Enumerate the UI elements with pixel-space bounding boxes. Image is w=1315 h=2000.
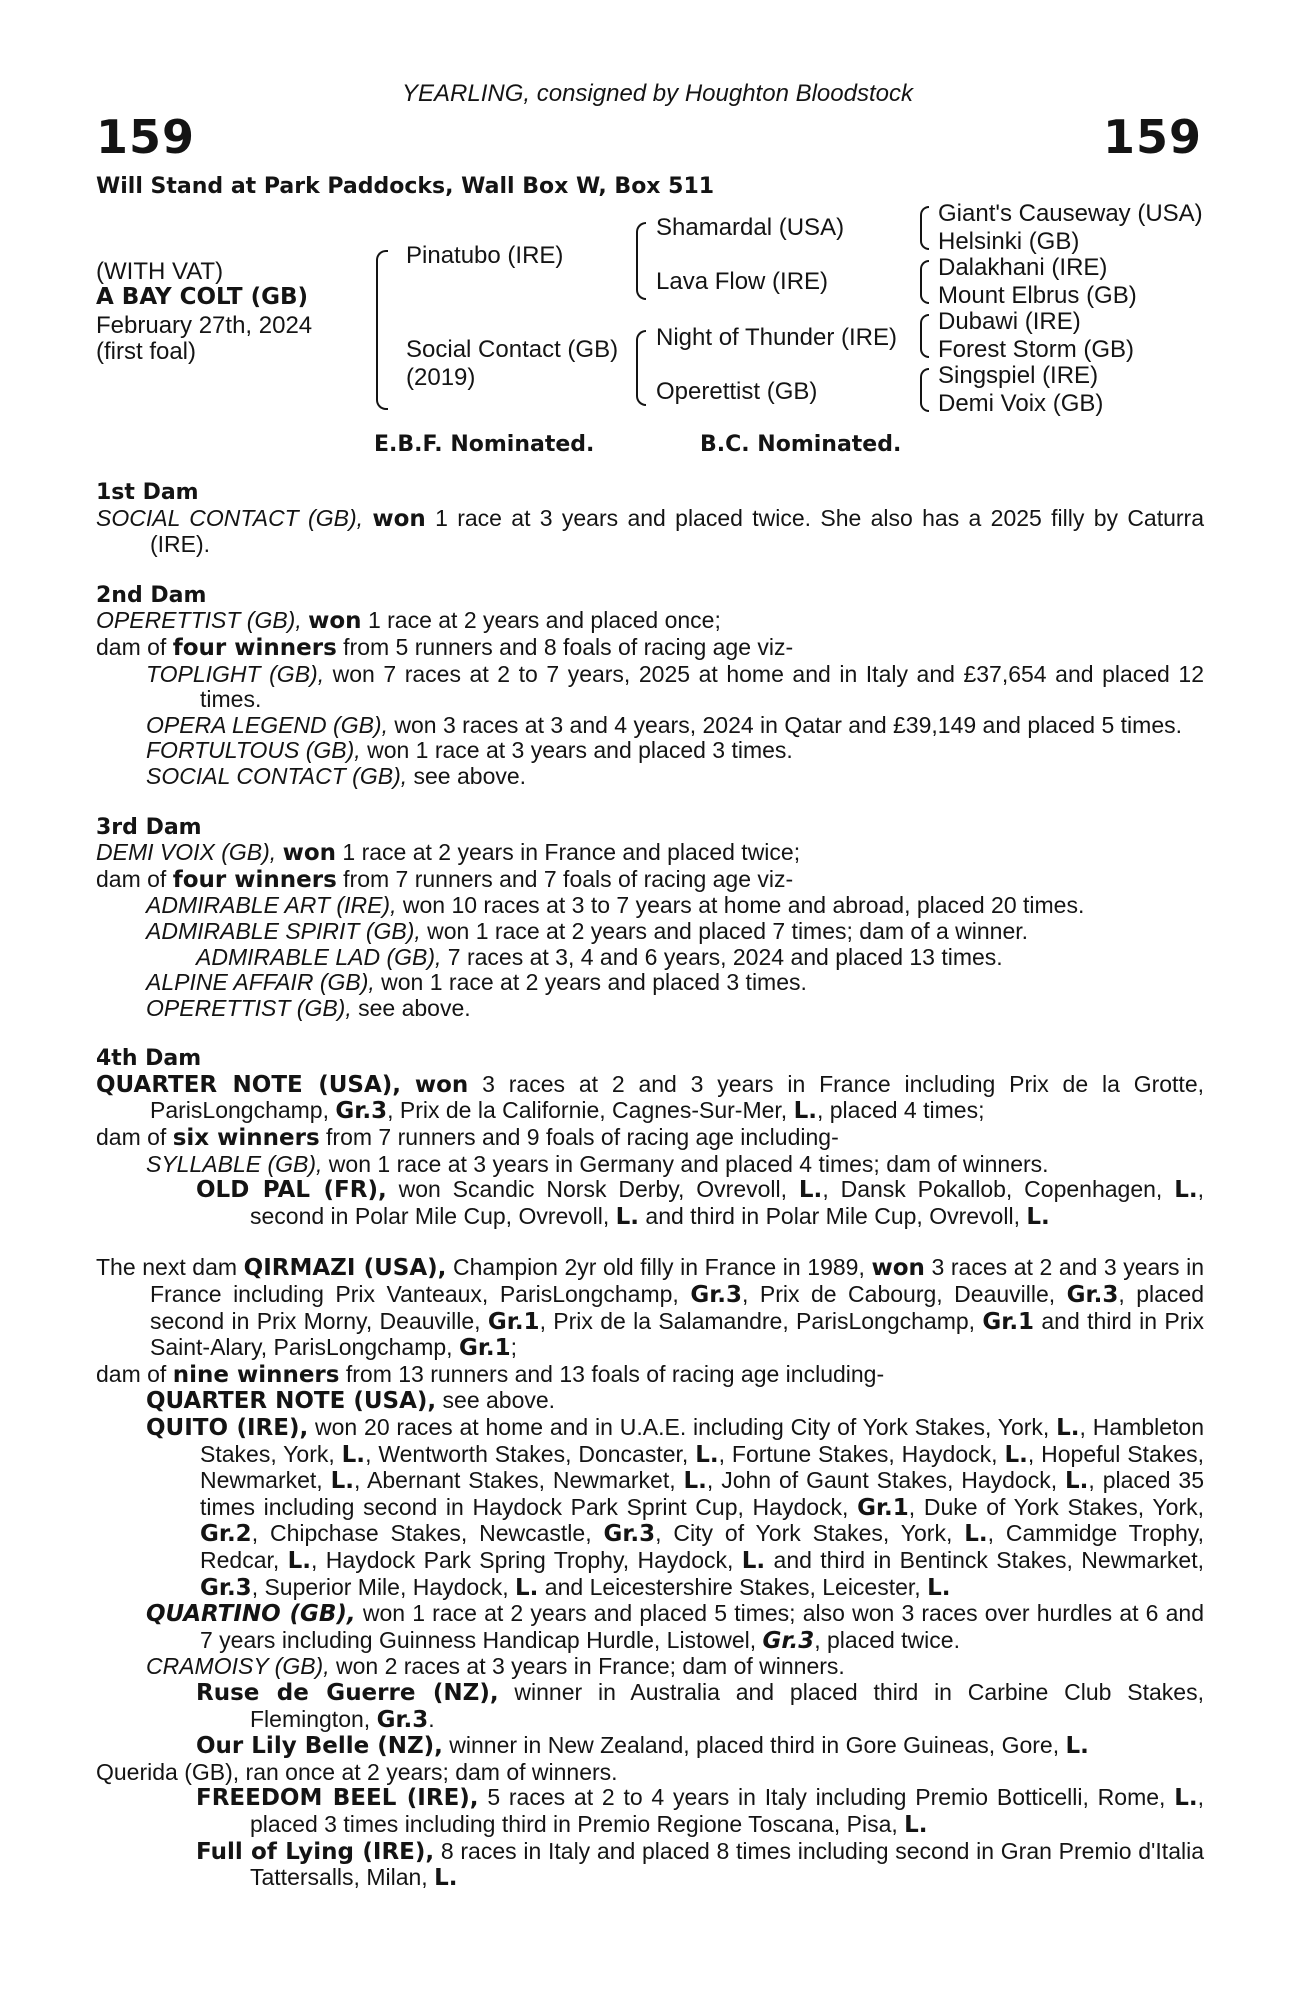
dam-of-line: dam of four winners from 7 runners and 7 foals of racing age viz-	[96, 865, 794, 893]
offspring-entry: OPERA LEGEND (GB), won 3 races at 3 and 4 years, 2024 in Qatar and £39,149 and placed 5 times.	[146, 711, 1183, 738]
dam-of-line: dam of four winners from 5 runners and 8 foals of racing age viz-	[96, 633, 794, 661]
grand-offspring-entry: Our Lily Belle (NZ), winner in New Zealand, placed third in Gore Guineas, Gore, L.	[196, 1732, 1089, 1760]
grand-offspring-entry: FREEDOM BEEL (IRE), 5 races at 2 to 4 years in Italy including Premio Botticelli, Rome, L., placed 3 times including third in Premio Regione Toscana, Pisa, L.	[196, 1784, 1204, 1838]
sire-sire: Shamardal (USA)	[656, 214, 845, 241]
sire-dam: Lava Flow (IRE)	[656, 268, 829, 295]
grand-offspring-entry: OLD PAL (FR), won Scandic Norsk Derby, Ovrevoll, L., Dansk Pokallob, Copenhagen, L., second in Polar Mile Cup, Ovrevoll, L. and third in Polar Mile Cup, Ovrevoll, L.	[196, 1176, 1204, 1230]
first-dam-section	[96, 480, 1204, 558]
section-title: 4th Dam	[96, 1046, 202, 1072]
pedigree-brace-sire	[636, 222, 646, 300]
subject-note: (first foal)	[96, 338, 197, 365]
offspring-entry: SYLLABLE (GB), won 1 race at 3 years in Germany and placed 4 times; dam of winners.	[146, 1150, 1049, 1177]
pedigree-brace-ds	[920, 314, 929, 358]
dd-sire: Singspiel (IRE)	[938, 362, 1099, 389]
sale-subtitle: YEARLING, consigned by Houghton Bloodstock	[402, 80, 913, 107]
offspring-entry: TOPLIGHT (GB), won 7 races at 2 to 7 years, 2025 at home and in Italy and £37,654 and placed 12 times.	[146, 660, 1204, 713]
pedigree-brace-sd	[920, 260, 929, 304]
sire-name: Pinatubo (IRE)	[406, 242, 564, 269]
section-title: 2nd Dam	[96, 582, 207, 608]
grand-offspring-entry: Full of Lying (IRE), 8 races in Italy and placed 8 times including second in Gran Premio d'Italia Tattersalls, Milan, L.	[196, 1837, 1205, 1892]
offspring-entry: QUARTINO (GB), won 1 race at 2 years and placed 5 times; also won 3 races over hurdles at 6 and 7 years including Guinness Handicap Hurdle, Listowel, Gr.3, placed twice.	[146, 1600, 1204, 1654]
offspring-entry: ADMIRABLE SPIRIT (GB), won 1 race at 2 years and placed 7 times; dam of a winner.	[146, 917, 1029, 944]
next-dam-section	[96, 1255, 1204, 1891]
ds-sire: Dubawi (IRE)	[938, 308, 1081, 335]
ss-sire: Giant's Causeway (USA)	[938, 200, 1203, 227]
sd-dam: Mount Elbrus (GB)	[938, 282, 1137, 309]
dam-sire: Night of Thunder (IRE)	[656, 324, 897, 351]
section-title: 1st Dam	[96, 480, 199, 505]
dam-year: (2019)	[406, 364, 476, 391]
pedigree-brace-dd	[920, 368, 929, 412]
ds-dam: Forest Storm (GB)	[938, 336, 1135, 363]
offspring-entry: FORTULTOUS (GB), won 1 race at 3 years and placed 3 times.	[146, 737, 793, 764]
dam-dam: Operettist (GB)	[656, 378, 818, 405]
pedigree-brace-ss	[920, 206, 929, 250]
grand-offspring-entry: ADMIRABLE LAD (GB), 7 races at 3, 4 and 6 years, 2024 and placed 13 times.	[196, 943, 1003, 970]
dam-name: Social Contact (GB)	[406, 336, 619, 363]
ss-dam: Helsinki (GB)	[938, 228, 1080, 255]
catalogue-body	[96, 480, 1204, 1917]
offspring-entry: ADMIRABLE ART (IRE), won 10 races at 3 to 7 years at home and abroad, placed 20 times.	[146, 892, 1085, 919]
offspring-entry: OPERETTIST (GB), see above.	[146, 994, 471, 1021]
lot-number-right: 159	[1102, 110, 1202, 164]
offspring-entry: QUITO (IRE), won 20 races at home and in U.A.E. including City of York Stakes, York, L., Hambleton Stakes, York, L., Wentworth Stakes, Doncaster, L., Fortune Stakes, Haydock, L., Hopeful Stakes, Newmarket, L., Abernant Stakes, Newmarket, L., John of Gaunt Stakes, Haydock, L., placed 35 times including second in Haydock Park Sprint Cup, Haydock, Gr.1, Duke of York Stakes, York, Gr.2, Chipchase Stakes, Newcastle, Gr.3, City of York Stakes, York, L., Cammidge Trophy, Redcar, L., Haydock Park Spring Trophy, Haydock, L. and third in Bentinck Stakes, Newmarket, Gr.3, Superior Mile, Haydock, L. and Leicestershire Stakes, Leicester, L.	[146, 1414, 1205, 1601]
dd-dam: Demi Voix (GB)	[938, 390, 1104, 417]
pedigree-brace-dam	[636, 330, 646, 406]
fourth-dam-section	[96, 1046, 1204, 1230]
dam-record: The next dam QIRMAZI (USA), Champion 2yr old filly in France in 1989, won 3 races at 2 and 3 years in France including Prix Vanteaux, ParisLongchamp, Gr.3, Prix de Cabourg, Deauville, Gr.3, placed second in Prix Morny, Deauville, Gr.1, Prix de la Salamandre, ParisLongchamp, Gr.1 and third in Prix Saint-Alary, ParisLongchamp, Gr.1;	[96, 1254, 1205, 1362]
stand-location: Will Stand at Park Paddocks, Wall Box W, Box 511	[96, 174, 715, 199]
dam-of-line: dam of six winners from 7 runners and 9 foals of racing age including-	[96, 1124, 839, 1152]
offspring-entry: Querida (GB), ran once at 2 years; dam of winners.	[96, 1758, 618, 1785]
section-title: 3rd Dam	[96, 814, 202, 840]
grand-offspring-entry: Ruse de Guerre (NZ), winner in Australia and placed third in Carbine Club Stakes, Flemington, Gr.3.	[196, 1678, 1204, 1733]
subject-name: A BAY COLT (GB)	[96, 284, 309, 310]
dam-record: QUARTER NOTE (USA), won 3 races at 2 and 3 years in France including Prix de la Grotte, ParisLongchamp, Gr.3, Prix de la Californie, Cagnes-Sur-Mer, L., placed 4 times;	[96, 1070, 1205, 1125]
vat-note: (WITH VAT)	[96, 258, 224, 285]
dam-record: OPERETTIST (GB), won 1 race at 2 years and placed once;	[96, 607, 721, 635]
dam-record: DEMI VOIX (GB), won 1 race at 2 years in France and placed twice;	[96, 839, 801, 867]
third-dam-section	[96, 815, 1204, 1022]
offspring-entry: CRAMOISY (GB), won 2 races at 3 years in France; dam of winners.	[146, 1653, 845, 1680]
sd-sire: Dalakhani (IRE)	[938, 254, 1108, 281]
dam-of-line: dam of nine winners from 13 runners and 13 foals of racing age including-	[96, 1360, 885, 1388]
ebf-nominated: E.B.F. Nominated.	[374, 432, 595, 457]
offspring-entry: QUARTER NOTE (USA), see above.	[146, 1387, 556, 1415]
pedigree-brace-main	[376, 250, 388, 410]
offspring-entry: ALPINE AFFAIR (GB), won 1 race at 2 years and placed 3 times.	[146, 969, 807, 996]
bc-nominated: B.C. Nominated.	[700, 432, 902, 457]
subject-dob: February 27th, 2024	[96, 312, 313, 339]
second-dam-section	[96, 583, 1204, 790]
offspring-entry: SOCIAL CONTACT (GB), see above.	[146, 762, 527, 789]
dam-record: SOCIAL CONTACT (GB), won 1 race at 3 years and placed twice. She also has a 2025 filly by Caturra (IRE).	[96, 504, 1205, 558]
lot-number-left: 159	[96, 110, 196, 164]
